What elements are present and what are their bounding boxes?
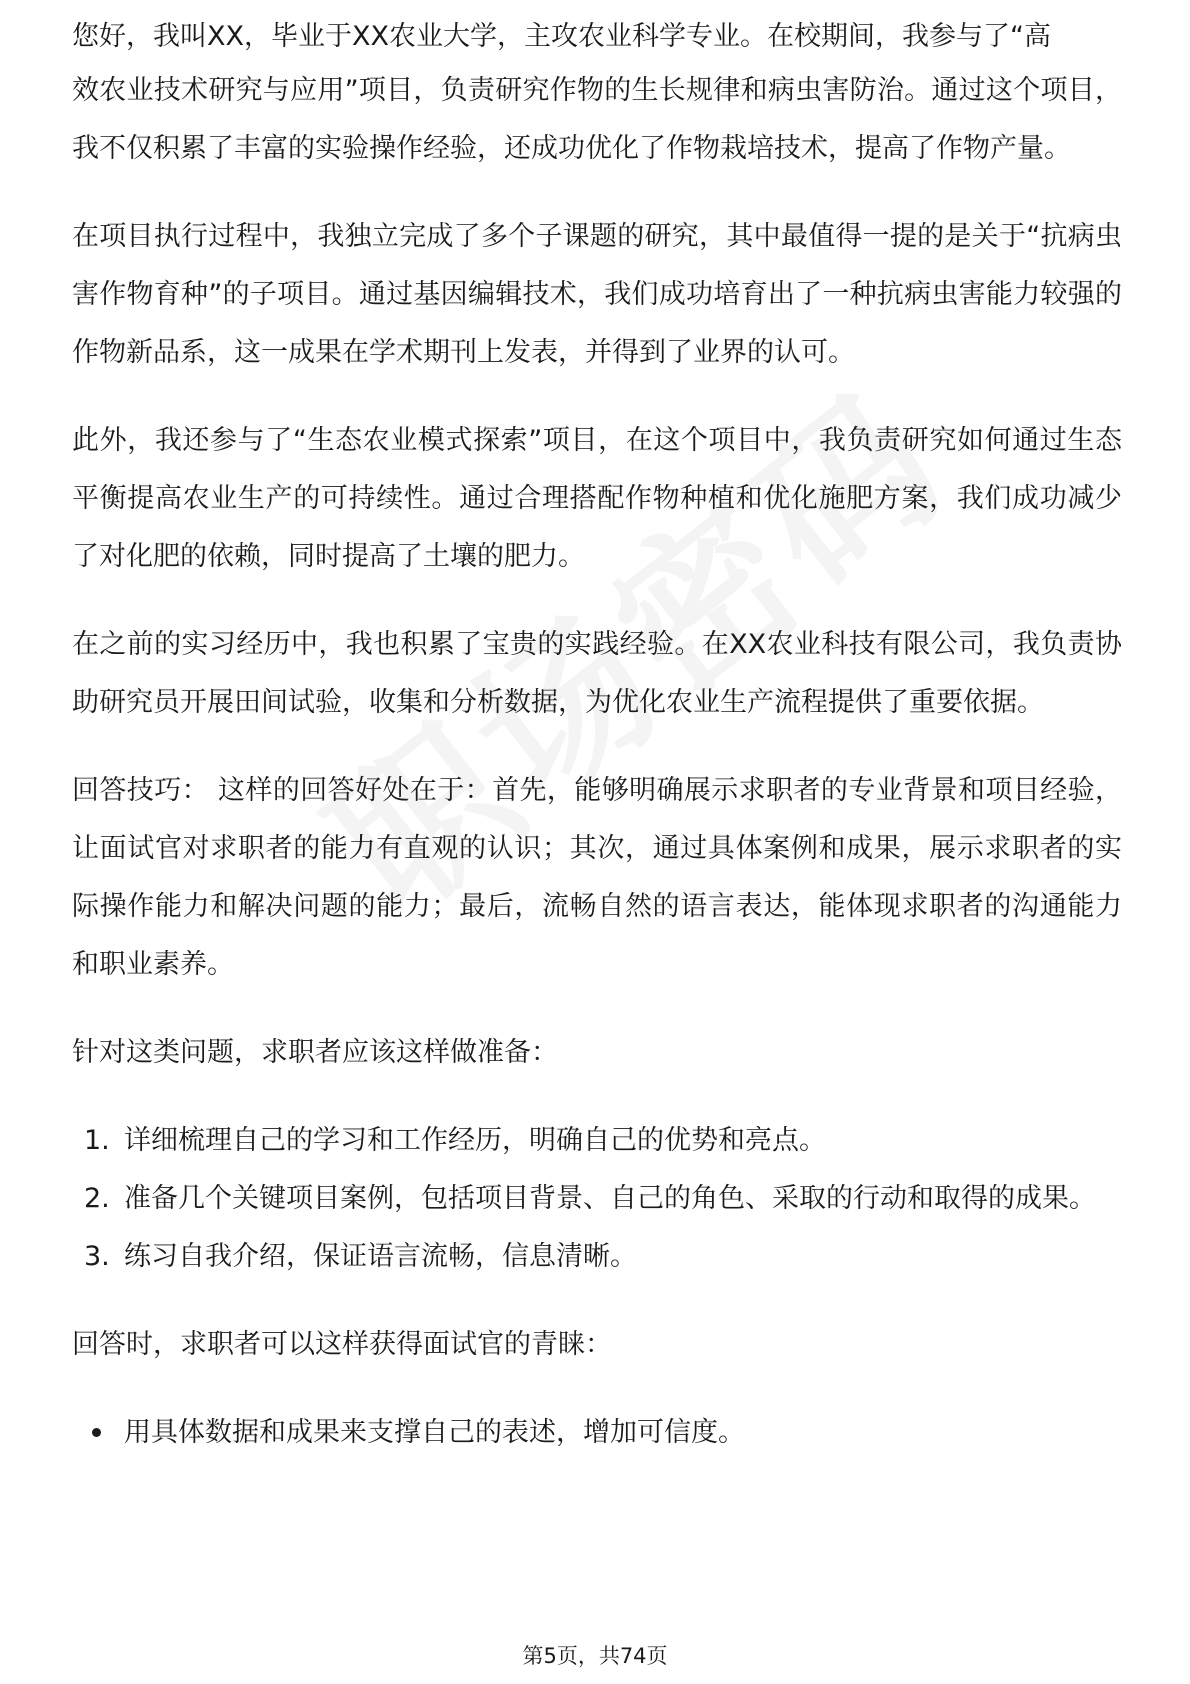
paragraph-answer-tips: 回答技巧： 这样的回答好处在于：首先，能够明确展示求职者的专业背景和项目经验，让面试官对求职者的能力有直观的认识；其次，通过具体案例和成果，展示求职者的实际操作能力和解决问题的能力；最后，流畅自然的语言表达，能体现求职者的沟通能力和职业素养。 bbox=[72, 775, 1122, 980]
document-body bbox=[72, 21, 1122, 1492]
paragraph-subproject: 在项目执行过程中，我独立完成了多个子课题的研究，其中最值得一提的是关于“抗病虫害作物育种”的子项目。通过基因编辑技术，我们成功培育出了一种抗病虫害能力较强的作物新品系，这一成果在学术期刊上发表，并得到了业界的认可。 bbox=[72, 221, 1122, 368]
list-item-text: 准备几个关键项目案例，包括项目背景、自己的角色、采取的行动和取得的成果。 bbox=[124, 1183, 1096, 1214]
paragraph-project-intro: 效农业技术研究与应用”项目，负责研究作物的生长规律和病虫害防治。通过这个项目，我不仅积累了丰富的实验操作经验，还成功优化了作物栽培技术，提高了作物产量。 bbox=[72, 75, 1122, 164]
list-item bbox=[72, 1228, 1122, 1286]
clipped-top-line bbox=[72, 21, 1122, 64]
clipped-top-line-text: 您好，我叫XX，毕业于XX农业大学，主攻农业科学专业。在校期间，我参与了“高 bbox=[72, 21, 1051, 52]
bullet-list bbox=[72, 1404, 1122, 1462]
preparation-list bbox=[72, 1112, 1122, 1286]
list-item bbox=[72, 1404, 1122, 1462]
paragraph-preparation-intro: 针对这类问题，求职者应该这样做准备： bbox=[72, 1037, 558, 1068]
list-item-number: 1. bbox=[84, 1125, 110, 1156]
list-item bbox=[72, 1112, 1122, 1170]
list-item-number: 2. bbox=[84, 1183, 110, 1214]
bullet-dot-icon bbox=[92, 1428, 101, 1437]
list-item-text: 用具体数据和成果来支撑自己的表述，增加可信度。 bbox=[124, 1417, 745, 1448]
list-item-number: 3. bbox=[84, 1241, 110, 1272]
paragraph-answer-intro: 回答时，求职者可以这样获得面试官的青睐： bbox=[72, 1329, 612, 1360]
list-item bbox=[72, 1170, 1122, 1228]
page-number: 第5页，共74页 bbox=[522, 1644, 668, 1668]
paragraph-internship: 在之前的实习经历中，我也积累了宝贵的实践经验。在XX农业科技有限公司，我负责协助研究员开展田间试验，收集和分析数据，为优化农业生产流程提供了重要依据。 bbox=[72, 629, 1122, 718]
list-item-text: 练习自我介绍，保证语言流畅，信息清晰。 bbox=[124, 1241, 637, 1272]
paragraph-eco-agriculture: 此外，我还参与了“生态农业模式探索”项目，在这个项目中，我负责研究如何通过生态平衡提高农业生产的可持续性。通过合理搭配作物种植和优化施肥方案，我们成功减少了对化肥的依赖，同时提高了土壤的肥力。 bbox=[72, 425, 1122, 572]
list-item-text: 详细梳理自己的学习和工作经历，明确自己的优势和亮点。 bbox=[124, 1125, 826, 1156]
